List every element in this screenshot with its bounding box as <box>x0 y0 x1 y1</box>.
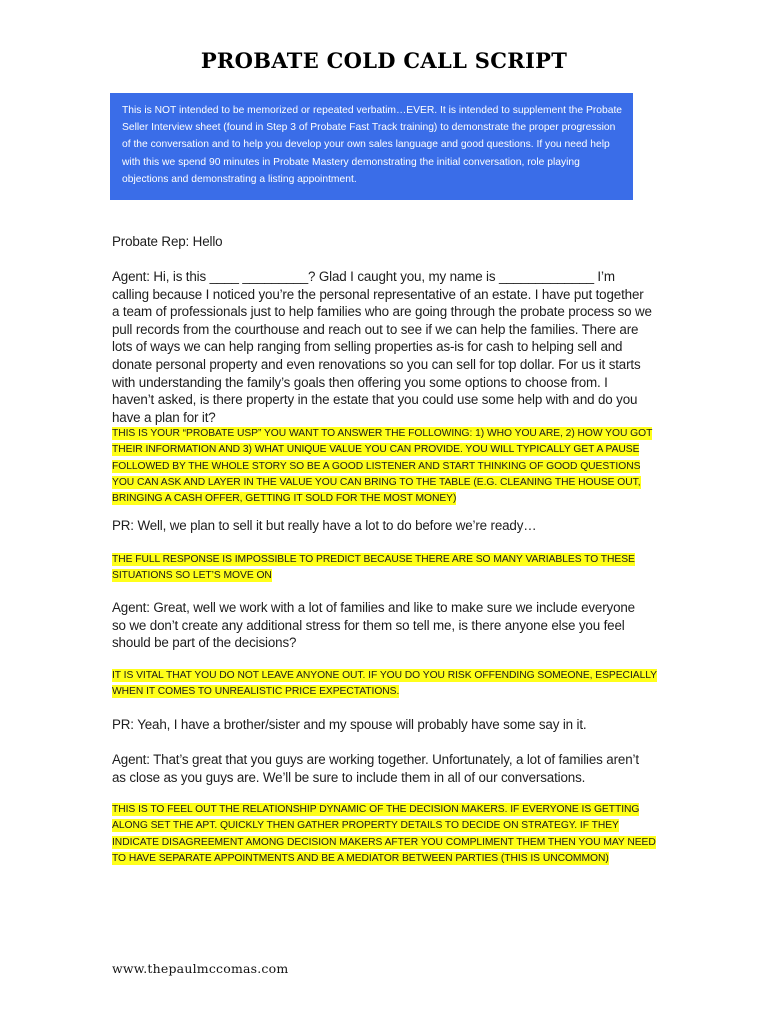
page-title: PROBATE COLD CALL SCRIPT <box>200 48 568 73</box>
notice-box <box>110 93 633 200</box>
coaching-note-full-response <box>112 552 657 585</box>
footer-website: www.thepaulmccomas.com <box>112 961 289 976</box>
highlighted-note-text: IT IS VITAL THAT YOU DO NOT LEAVE ANYONE OUT. IF YOU DO YOU RISK OFFENDING SOMEONE, ESPECIALLY WHEN IT COMES TO UNREALISTIC PRICE EXPECTATIONS. <box>112 670 657 698</box>
coaching-note-vital <box>112 668 657 701</box>
highlighted-note-text: THE FULL RESPONSE IS IMPOSSIBLE TO PREDICT BECAUSE THERE ARE SO MANY VARIABLES TO THESE SITUATIONS SO LET’S MOVE ON <box>112 554 635 582</box>
dialogue-agent-intro: Agent: Hi, is this ____ _________? Glad I caught you, my name is _____________ I’m calling because I noticed you’re the personal representative of an estate. I have put together a team of professionals just to help families who are going through the probate process so we pull records from the courthouse and reach out to see if we can help the families. There are lots of ways we can help ranging from selling properties as-is for cash to helping sell and donate personal property and even renovations so you can sell for top dollar. For us it starts with understanding the family’s goals then offering you some options to choose from. I haven’t asked, is there property in the estate that you could use some help with and do you have a plan for it? <box>112 269 652 425</box>
dialogue-agent-working-together: Agent: That’s great that you guys are working together. Unfortunately, a lot of families aren’t as close as you guys are. We’ll be sure to include them in all of our conversations. <box>112 752 639 785</box>
highlighted-note-text: THIS IS YOUR “PROBATE USP” YOU WANT TO ANSWER THE FOLLOWING: 1) WHO YOU ARE, 2) HOW YOU GOT THEIR INFORMATION AND 3) WHAT UNIQUE VALUE YOU CAN PROVIDE. YOU WILL TYPICALLY GET A PAUSE FOLLOWED BY THE WHOLE STORY SO BE A GOOD LISTENER AND START THINKING OF GOOD QUESTIONS YOU CAN ASK AND LAYER IN THE VALUE YOU CAN BRING TO THE TABLE (E.G. CLEANING THE HOUSE OUT, BRINGING A CASH OFFER, GETTING IT SOLD FOR THE MOST MONEY) <box>112 428 653 505</box>
dialogue-pr-brother-sister: PR: Yeah, I have a brother/sister and my spouse will probably have some say in it. <box>112 717 587 732</box>
notice-text: This is NOT intended to be memorized or repeated verbatim…EVER. It is intended to supplement the Probate Seller Interview sheet (found in Step 3 of Probate Fast Track training) to demonstrate the proper progression of the conversation and to help you develop your own sales language and good questions. If you need help with this we spend 90 minutes in Probate Mastery demonstrating the initial conversation, role playing objections and demonstrating a listing appointment. <box>122 105 623 185</box>
coaching-note-probate-usp <box>112 426 657 507</box>
coaching-note-relationship-dynamic <box>112 802 657 867</box>
dialogue-probate-rep-hello: Probate Rep: Hello <box>112 234 223 249</box>
dialogue-pr-plan-to-sell: PR: Well, we plan to sell it but really have a lot to do before we’re ready… <box>112 518 537 533</box>
dialogue-agent-include-everyone: Agent: Great, well we work with a lot of families and like to make sure we include everyone so we don’t create any additional stress for them so tell me, is there anyone else you feel should be part of the decisions? <box>112 600 635 651</box>
highlighted-note-text: THIS IS TO FEEL OUT THE RELATIONSHIP DYNAMIC OF THE DECISION MAKERS. IF EVERYONE IS GETTING ALONG SET THE APT. QUICKLY THEN GATHER PROPERTY DETAILS TO DECIDE ON STRATEGY. IF THEY INDICATE DISAGREEMENT AMONG DECISION MAKERS AFTER YOU COMPLIMENT THEM THEN YOU MAY NEED TO HAVE SEPARATE APPOINTMENTS AND BE A MEDIATOR BETWEEN PARTIES (THIS IS UNCOMMON) <box>112 804 656 864</box>
